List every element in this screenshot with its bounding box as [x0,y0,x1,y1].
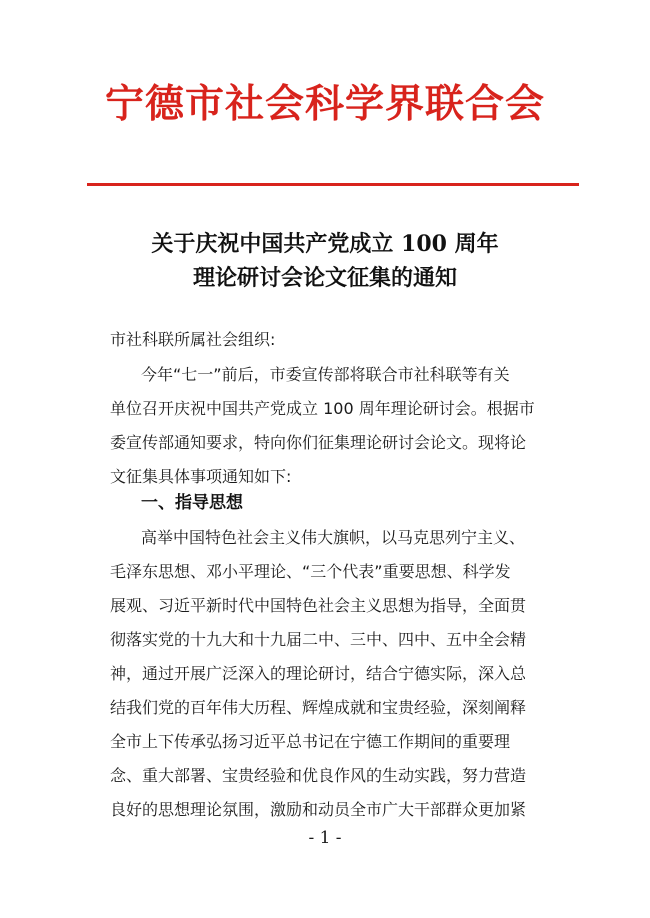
section-paragraph-line: 神，通过开展广泛深入的理论研讨，结合宁德实际，深入总 [110,664,527,683]
intro-line: 今年“七一”前后，市委宣传部将联合市社科联等有关 [141,365,510,384]
section-paragraph-line: 良好的思想理论氛围，激励和动员全市广大干部群众更加紧 [110,800,527,819]
section-paragraph-line: 念、重大部署、宝贵经验和优良作风的生动实践，努力营造 [110,766,527,785]
salutation: 市社科联所属社会组织: [110,330,276,349]
intro-line: 文征集具体事项通知如下: [110,467,292,486]
section-paragraph-line: 展观、习近平新时代中国特色社会主义思想为指导，全面贯 [110,596,527,615]
intro-line: 委宣传部通知要求，特向你们征集理论研讨会论文。现将论 [110,433,527,452]
page-number: - 1 - [308,828,342,848]
document-title-line-1: 关于庆祝中国共产党成立 100 周年 [151,231,499,257]
document-title-line-2: 理论研讨会论文征集的通知 [192,265,457,291]
section-paragraph-line: 毛泽东思想、邓小平理论、“三个代表”重要思想、科学发 [110,562,511,581]
section-paragraph-line: 彻落实党的十九大和十九届二中、三中、四中、五中全会精 [110,630,527,649]
organization-header: 宁德市社会科学界联合会 [104,81,545,127]
section-paragraph-line: 结我们党的百年伟大历程、辉煌成就和宝贵经验，深刻阐释 [110,698,527,717]
intro-line: 单位召开庆祝中国共产党成立 100 周年理论研讨会。根据市 [110,399,535,418]
red-divider-line [87,183,579,186]
section-paragraph-line: 高举中国特色社会主义伟大旗帜，以马克思列宁主义、 [141,528,526,547]
section-paragraph-line: 全市上下传承弘扬习近平总书记在宁德工作期间的重要理 [110,732,511,751]
section-heading-guiding-thought: 一、指导思想 [141,493,243,513]
